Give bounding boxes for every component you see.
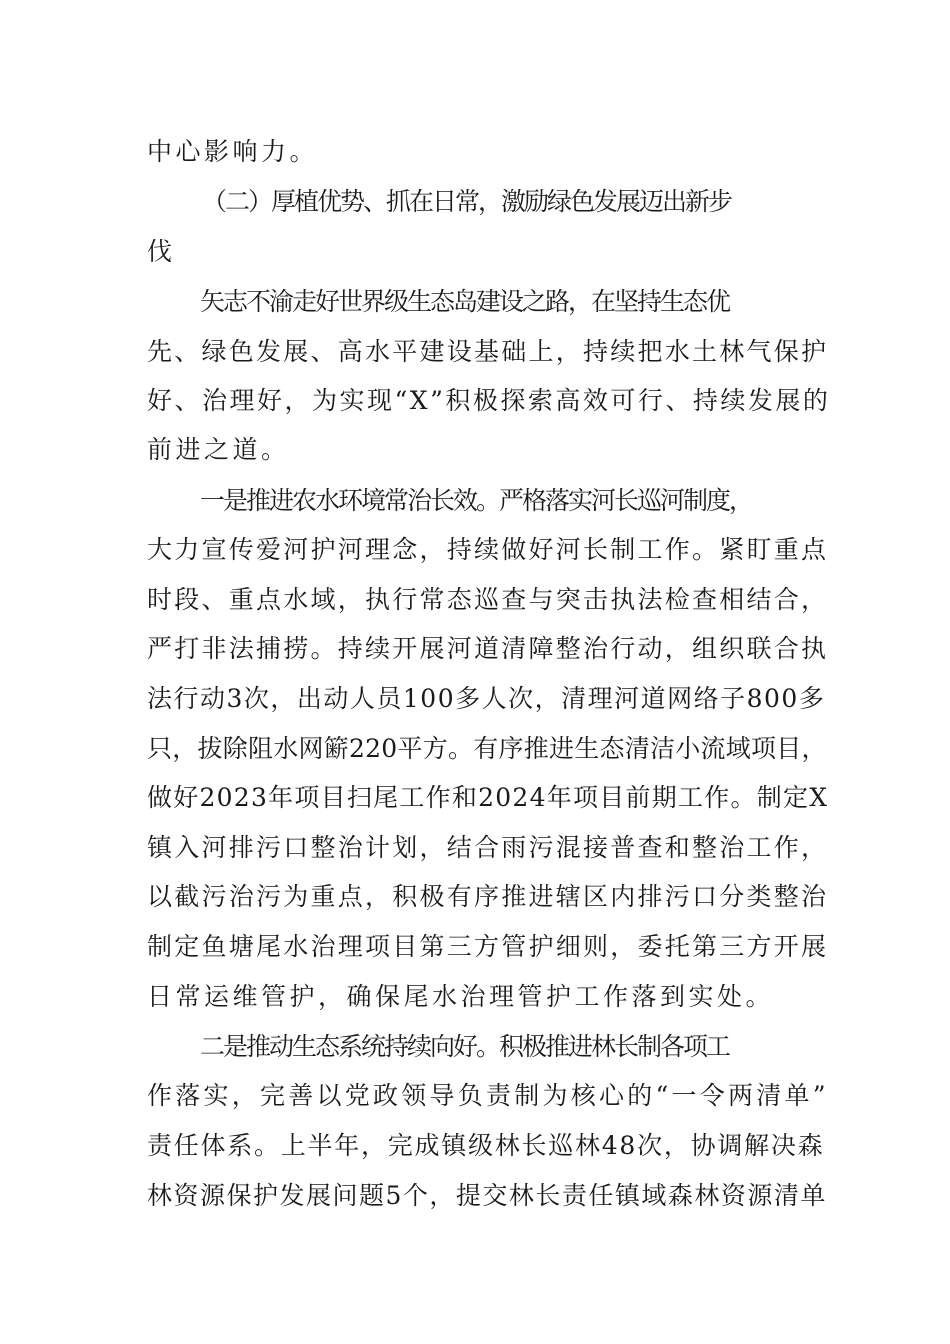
paragraph-line: 制定鱼塘尾水治理项目第三方管护细则，委托第三方开展 <box>147 932 829 961</box>
paragraph-line: 日常运维管护，确保尾水治理管护工作落到实处。 <box>147 982 775 1011</box>
paragraph-line: 前进之道。 <box>147 435 290 464</box>
paragraph-line: 矢志不渝走好世界级生态岛建设之路，在坚持生态优 <box>200 287 730 316</box>
paragraph-line: 以截污治污为重点，积极有序推进辖区内排污口分类整治 <box>147 882 829 911</box>
section-heading-continuation: 伐 <box>147 237 176 266</box>
paragraph-line: 好、治理好，为实现“X”积极探索高效可行、持续发展的 <box>147 386 831 415</box>
paragraph-line: 林资源保护发展问题5个，提交林长责任镇域森林资源清单 <box>147 1181 827 1210</box>
paragraph-line: 时段、重点水域，执行常态巡查与突击执法检查相结合， <box>147 585 829 614</box>
paragraph-line: 严打非法捕捞。持续开展河道清障整治行动，组织联合执 <box>147 634 829 663</box>
paragraph-line: 只，拔除阻水网簖220平方。有序推进生态清洁小流域项目， <box>147 734 827 763</box>
paragraph-line: 先、绿色发展、高水平建设基础上，持续把水土林气保护 <box>147 337 829 366</box>
paragraph-line: 中心影响力。 <box>147 137 319 166</box>
paragraph-line: 大力宣传爱河护河理念，持续做好河长制工作。紧盯重点 <box>147 535 829 564</box>
paragraph-line: 作落实，完善以党政领导负责制为核心的“一令两清单” <box>147 1081 829 1110</box>
paragraph-line: 做好2023年项目扫尾工作和2024年项目前期工作。制定X <box>147 783 829 812</box>
paragraph-line: 二是推动生态系统持续向好。积极推进林长制各项工 <box>200 1032 730 1061</box>
paragraph-line: 法行动3次，出动人员100多人次，清理河道网络子800多 <box>147 684 826 713</box>
paragraph-line: 责任体系。上半年，完成镇级林长巡林48次，协调解决森 <box>147 1131 825 1160</box>
paragraph-line: 镇入河排污口整治计划，结合雨污混接普查和整治工作， <box>147 833 829 862</box>
paragraph-line: 一是推进农水环境常治长效。严格落实河长巡河制度， <box>200 486 753 515</box>
section-heading: （二）厚植优势、抓在日常，激励绿色发展迈出新步 <box>202 187 732 216</box>
